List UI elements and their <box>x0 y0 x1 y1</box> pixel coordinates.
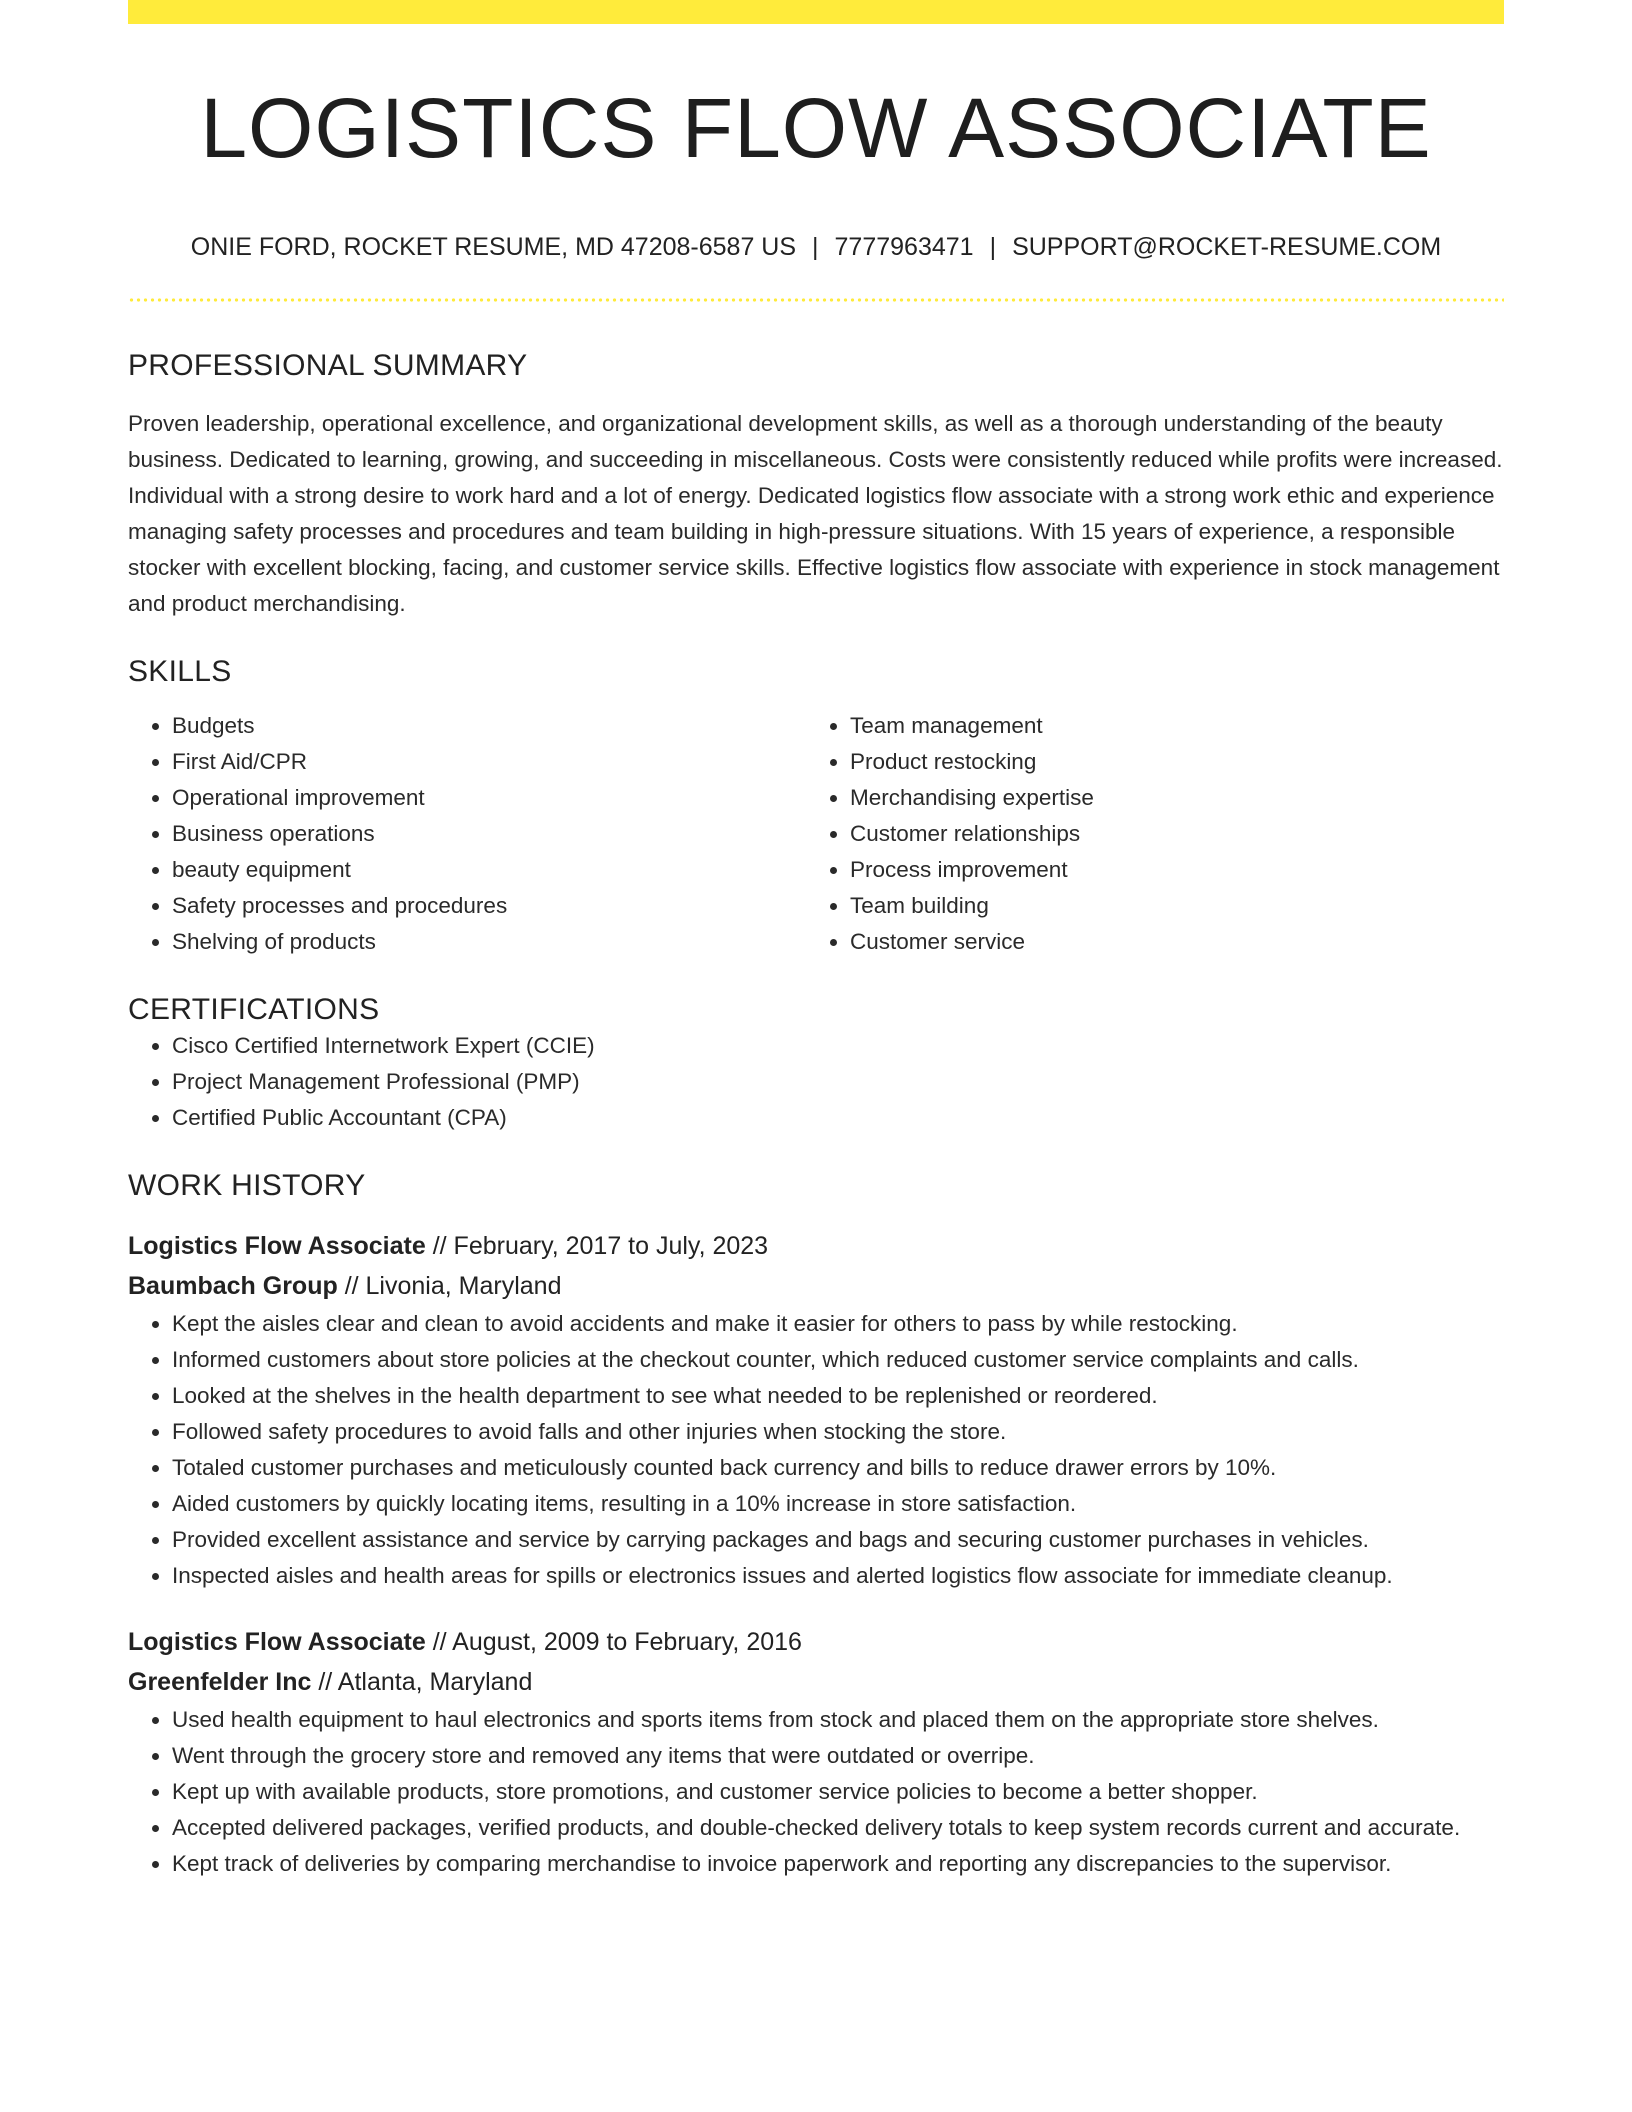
skill-item: • Budgets <box>172 708 806 744</box>
skill-item: • First Aid/CPR <box>172 744 806 780</box>
contact-email: SUPPORT@ROCKET-RESUME.COM <box>1012 233 1442 262</box>
job-duty-item: • Inspected aisles and health areas for spills or electronics issues and alerted logistics flow associate for immediate cleanup. <box>172 1558 1504 1594</box>
job-duty-item: • Aided customers by quickly locating items, resulting in a 10% increase in store satisfaction. <box>172 1486 1504 1522</box>
job-duty-item: • Looked at the shelves in the health department to see what needed to be replenished or reordered. <box>172 1378 1504 1414</box>
job-duty-item: • Followed safety procedures to avoid falls and other injuries when stocking the store. <box>172 1414 1504 1450</box>
resume-page <box>128 0 1504 1882</box>
certification-item: • Certified Public Accountant (CPA) <box>172 1100 1504 1136</box>
job-company-line <box>128 1266 1504 1306</box>
dotted-divider <box>128 298 1504 302</box>
job-duties-list <box>128 1702 1504 1882</box>
job-location: // Livonia, Maryland <box>337 1272 562 1301</box>
resume-title: LOGISTICS FLOW ASSOCIATE <box>200 81 1432 175</box>
skills-heading: SKILLS <box>128 655 232 689</box>
job-company-line <box>128 1662 1504 1702</box>
skills-list-left <box>128 708 806 960</box>
job-company: Baumbach Group <box>128 1272 338 1301</box>
work-history-heading: WORK HISTORY <box>128 1169 366 1203</box>
job-duty-item: • Went through the grocery store and removed any items that were outdated or overripe. <box>172 1738 1504 1774</box>
job-duty-item: • Used health equipment to haul electronics and sports items from stock and placed them on the appropriate store shelves. <box>172 1702 1504 1738</box>
job-role-line <box>128 1226 1504 1266</box>
skill-item: • Business operations <box>172 816 806 852</box>
job-duty-item: • Kept up with available products, store promotions, and customer service policies to become a better shopper. <box>172 1774 1504 1810</box>
job-duties-list <box>128 1306 1504 1594</box>
job-location: // Atlanta, Maryland <box>311 1668 533 1697</box>
job-duty-item: • Kept track of deliveries by comparing merchandise to invoice paperwork and reporting any discrepancies to the supervisor. <box>172 1846 1504 1882</box>
job-role-line <box>128 1622 1504 1662</box>
job-role: Logistics Flow Associate <box>128 1232 426 1261</box>
skill-item: • beauty equipment <box>172 852 806 888</box>
summary-paragraph: Proven leadership, operational excellence, and organizational development skills, as well as a thorough understanding of the beauty business. Dedicated to learning, growing, and succeeding in miscellaneous. Costs were consistently reduced while profits were increased. Individual with a strong desire to work hard and a lot of energy. Dedicated logistics flow associate with a strong work ethic and experience managing safety processes and procedures and team building in high-pressure situations. With 15 years of experience, a responsible stocker with excellent blocking, facing, and customer service skills. Effective logistics flow associate with experience in stock management and product merchandising. <box>128 411 1503 617</box>
job-duty-item: • Accepted delivered packages, verified products, and double-checked delivery totals to keep system records current and accurate. <box>172 1810 1504 1846</box>
certification-item: • Project Management Professional (PMP) <box>172 1064 1504 1100</box>
contact-line <box>128 232 1504 262</box>
skill-item: • Team management <box>850 708 1484 744</box>
certifications-heading: CERTIFICATIONS <box>128 993 380 1027</box>
contact-separator: | <box>989 233 997 262</box>
job-duty-item: • Kept the aisles clear and clean to avoid accidents and make it easier for others to pass by while restocking. <box>172 1306 1504 1342</box>
skill-item: • Customer relationships <box>850 816 1484 852</box>
job-dates: // February, 2017 to July, 2023 <box>425 1232 769 1261</box>
job-dates: // August, 2009 to February, 2016 <box>425 1628 802 1657</box>
skill-item: • Team building <box>850 888 1484 924</box>
skills-grid <box>128 708 1504 960</box>
skill-item: • Customer service <box>850 924 1484 960</box>
job-duty-item: • Totaled customer purchases and meticulously counted back currency and bills to reduce drawer errors by 10%. <box>172 1450 1504 1486</box>
job-duty-item: • Informed customers about store policies at the checkout counter, which reduced customer service complaints and calls. <box>172 1342 1504 1378</box>
job-entry <box>128 1622 1504 1882</box>
job-entry <box>128 1226 1504 1594</box>
skill-item: • Process improvement <box>850 852 1484 888</box>
summary-heading: PROFESSIONAL SUMMARY <box>128 349 528 383</box>
accent-top-bar <box>128 0 1504 24</box>
contact-address: ONIE FORD, ROCKET RESUME, MD 47208-6587 US <box>190 233 797 262</box>
skills-list-right <box>806 708 1484 960</box>
certifications-list <box>128 1028 1504 1136</box>
job-company: Greenfelder Inc <box>128 1668 312 1697</box>
skill-item: • Merchandising expertise <box>850 780 1484 816</box>
job-role: Logistics Flow Associate <box>128 1628 426 1657</box>
contact-separator: | <box>812 233 819 262</box>
contact-phone: 7777963471 <box>834 233 974 262</box>
certification-item: • Cisco Certified Internetwork Expert (CCIE) <box>172 1028 1504 1064</box>
job-duty-item: • Provided excellent assistance and service by carrying packages and bags and securing customer purchases in vehicles. <box>172 1522 1504 1558</box>
skill-item: • Safety processes and procedures <box>172 888 806 924</box>
skill-item: • Shelving of products <box>172 924 806 960</box>
skill-item: • Operational improvement <box>172 780 806 816</box>
skill-item: • Product restocking <box>850 744 1484 780</box>
